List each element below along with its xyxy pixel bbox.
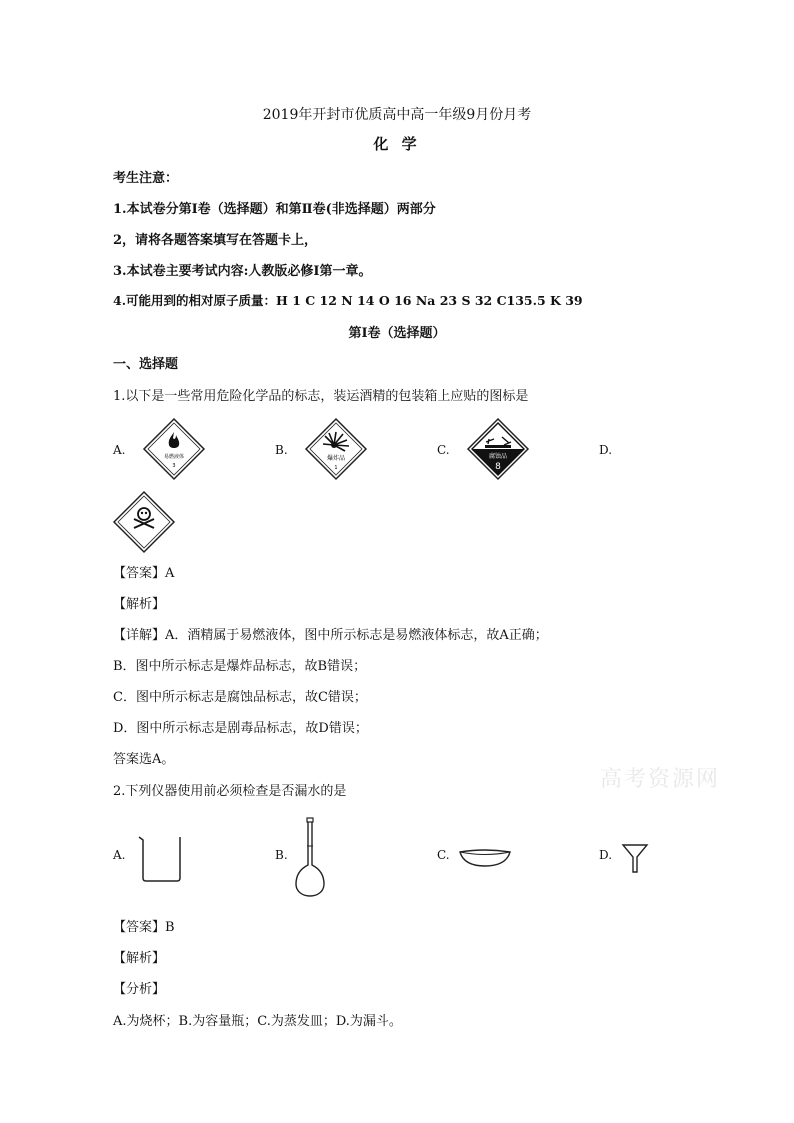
- notice-item-3: 3.本试卷主要考试内容:人教版必修Ⅰ第一章。: [113, 264, 372, 279]
- q1-option-d-label: D.: [599, 443, 613, 457]
- q2-option-a-label: A.: [113, 848, 126, 862]
- notice-heading: 考生注意：: [113, 171, 179, 186]
- q1-analysis-heading: 【解析】: [113, 597, 166, 612]
- q1-detail-2: B．图中所示标志是爆炸品标志，故B错误；: [113, 659, 367, 674]
- section-heading: 一、选择题: [113, 357, 179, 372]
- q2-answer: 【答案】B: [113, 920, 175, 935]
- sign-c-text: 腐蚀品: [488, 453, 508, 460]
- notice-item-1: 1.本试卷分第Ⅰ卷（选择题）和第Ⅱ卷(非选择题）两部分: [113, 202, 436, 217]
- sign-b-number: 1: [334, 465, 338, 471]
- notice-item-4: 4.可能用到的相对原子质量：H 1 C 12 N 14 O 16 Na 23 S 32 C135.5 K 39: [113, 293, 583, 308]
- sign-a-text: 易燃液体: [163, 454, 185, 460]
- toxic-sign-icon: [113, 491, 175, 553]
- corrosive-sign-icon: [467, 418, 529, 480]
- funnel-icon: [622, 843, 648, 873]
- sign-c-number: 8: [495, 462, 501, 472]
- flammable-liquid-sign-icon: [143, 418, 205, 480]
- q2-option-b-label: B.: [275, 848, 288, 862]
- volumetric-flask-icon: [293, 818, 333, 898]
- sign-a-number: 3: [172, 463, 176, 469]
- q2-analysis-heading: 【解析】: [113, 951, 166, 966]
- q1-detail-1: 【详解】A．酒精属于易燃液体，图中所示标志是易燃液体标志，故A正确；: [113, 628, 548, 643]
- q1-detail-3: C．图中所示标志是腐蚀品标志，故C错误；: [113, 690, 367, 705]
- q1-conclusion: 答案选A。: [113, 752, 175, 767]
- subject-title: 化 学: [373, 135, 421, 153]
- part1-title: 第Ⅰ卷（选择题）: [348, 326, 446, 341]
- notice-item-2: 2，请将各题答案填写在答题卡上，: [113, 233, 318, 248]
- sign-b-text: 爆炸品: [326, 455, 346, 462]
- q2-explanation: A.为烧杯；B.为容量瓶；C.为蒸发皿；D.为漏斗。: [113, 1014, 402, 1029]
- q1-option-c-label: C.: [437, 443, 450, 457]
- q1-stem: 1.以下是一些常用危险化学品的标志，装运酒精的包装箱上应贴的图标是: [113, 389, 529, 404]
- q2-option-d-label: D.: [599, 848, 613, 862]
- beaker-icon: [136, 834, 186, 884]
- explosive-sign-icon: [305, 418, 367, 480]
- q1-answer: 【答案】A: [113, 566, 175, 581]
- q2-analysis-sub-heading: 【分析】: [113, 982, 166, 997]
- evaporating-dish-icon: [458, 846, 512, 868]
- q2-stem: 2.下列仪器使用前必须检查是否漏水的是: [113, 784, 347, 799]
- exam-title: 2019年开封市优质高中高一年级9月份月考: [262, 107, 532, 123]
- q2-option-c-label: C.: [437, 848, 450, 862]
- q1-option-a-label: A.: [113, 443, 126, 457]
- q1-option-b-label: B.: [275, 443, 288, 457]
- q1-detail-4: D．图中所示标志是剧毒品标志，故D错误；: [113, 721, 368, 736]
- watermark: 高考资源网: [600, 767, 721, 792]
